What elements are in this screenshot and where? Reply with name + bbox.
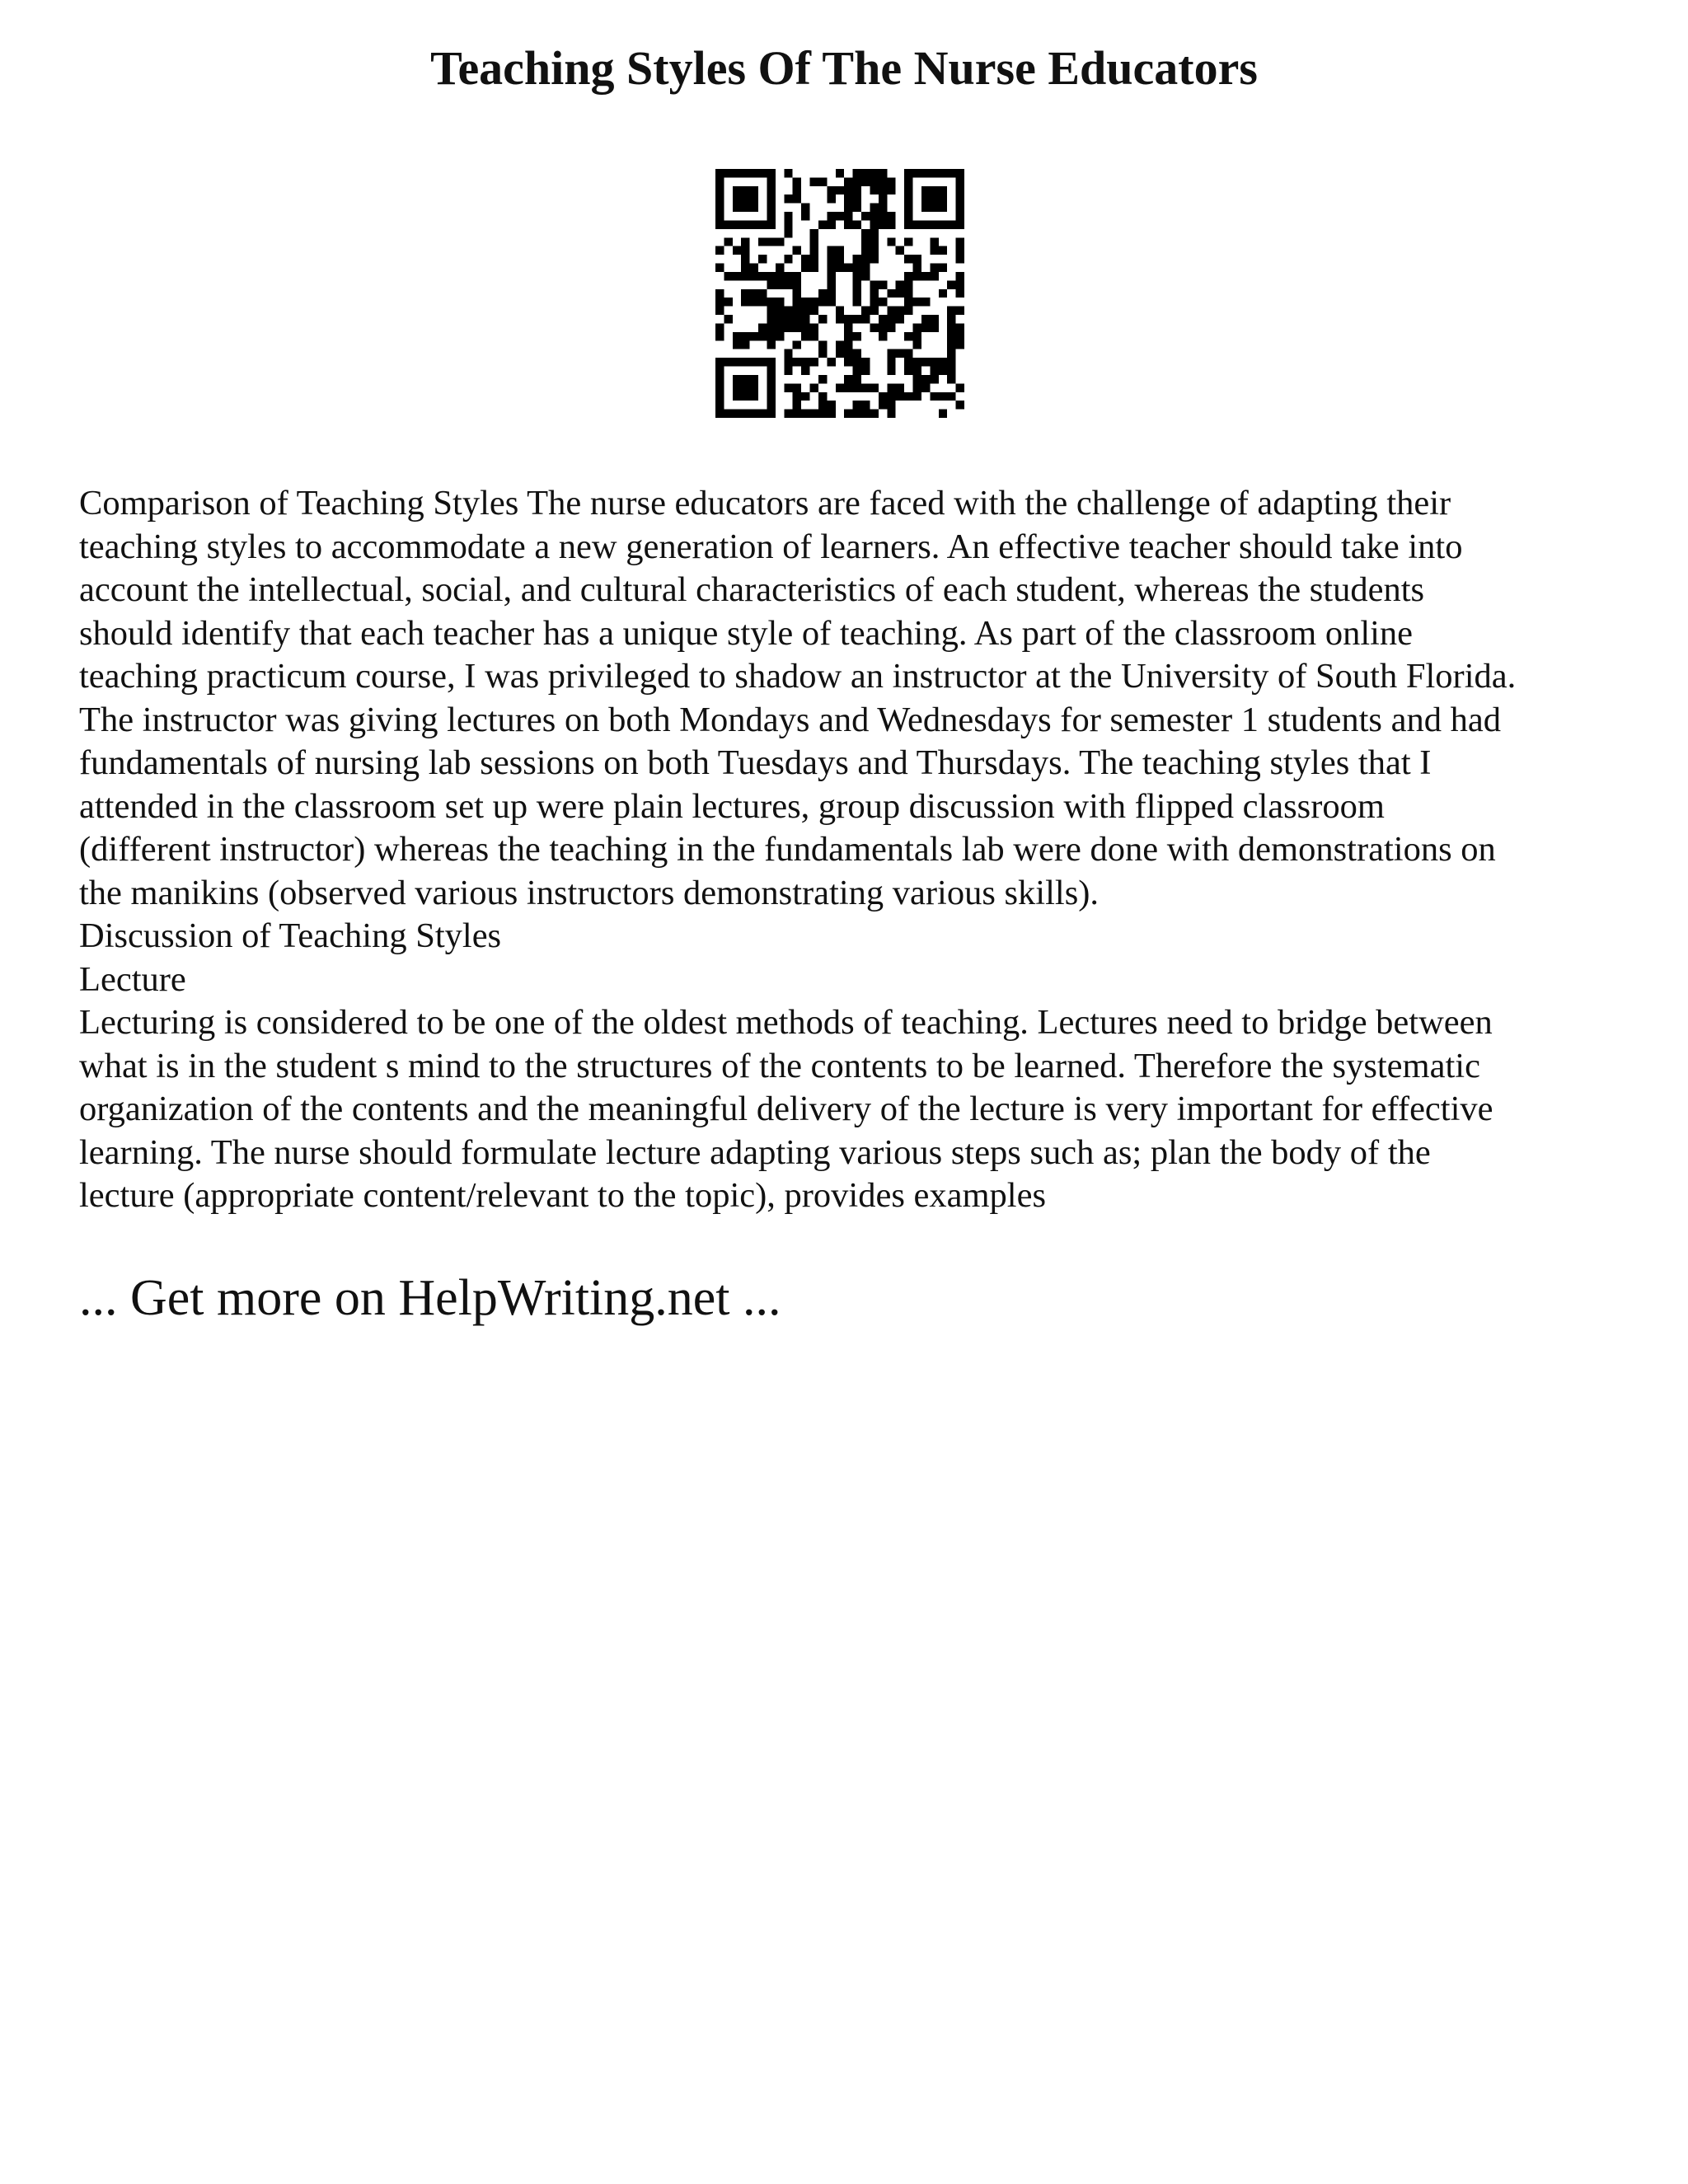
text-line: the manikins (observed various instructors demonstrating various skills). — [79, 873, 1100, 912]
text-line: fundamentals of nursing lab sessions on both Tuesdays and Thursdays. The teaching styles that I — [79, 743, 1432, 782]
get-more-link[interactable]: ... Get more on HelpWriting.net ... — [79, 1270, 781, 1326]
text-line: Comparison of Teaching Styles The nurse educators are faced with the challenge of adapting their — [79, 484, 1451, 523]
text-line: organization of the contents and the meaningful delivery of the lecture is very important for effective — [79, 1090, 1493, 1128]
section-heading: Discussion of Teaching Styles — [79, 916, 502, 955]
text-line: teaching styles to accommodate a new generation of learners. An effective teacher should take into — [79, 527, 1463, 566]
text-line: Lecturing is considered to be one of the oldest methods of teaching. Lectures need to bridge between — [79, 1003, 1493, 1042]
text-line: account the intellectual, social, and cultural characteristics of each student, whereas the students — [79, 570, 1425, 609]
text-line: teaching practicum course, I was privileged to shadow an instructor at the University of South Florida. — [79, 657, 1517, 696]
section-heading-lecture — [79, 958, 1645, 1002]
text-line: learning. The nurse should formulate lecture adapting various steps such as; plan the body of the — [79, 1132, 1431, 1172]
lecture-paragraph — [79, 1001, 1645, 1218]
document-body — [79, 482, 1645, 1218]
section-heading: Lecture — [79, 959, 186, 999]
text-line: should identify that each teacher has a unique style of teaching. As part of the classroom online — [79, 613, 1414, 653]
qr-code-icon — [715, 169, 964, 418]
text-line: attended in the classroom set up were plain lectures, group discussion with flipped classroom — [79, 786, 1385, 826]
text-line: what is in the student s mind to the structures of the contents to be learned. Therefore the systematic — [79, 1046, 1480, 1085]
text-line: lecture (appropriate content/relevant to the topic), provides examples — [79, 1176, 1047, 1215]
section-heading-discussion — [79, 915, 1645, 958]
text-line: The instructor was giving lectures on both Mondays and Wednesdays for semester 1 students and had — [79, 700, 1501, 739]
intro-paragraph — [79, 482, 1645, 915]
document-title: Teaching Styles Of The Nurse Educators — [430, 41, 1258, 95]
text-line: (different instructor) whereas the teaching in the fundamentals lab were done with demonstrations on — [79, 830, 1496, 869]
